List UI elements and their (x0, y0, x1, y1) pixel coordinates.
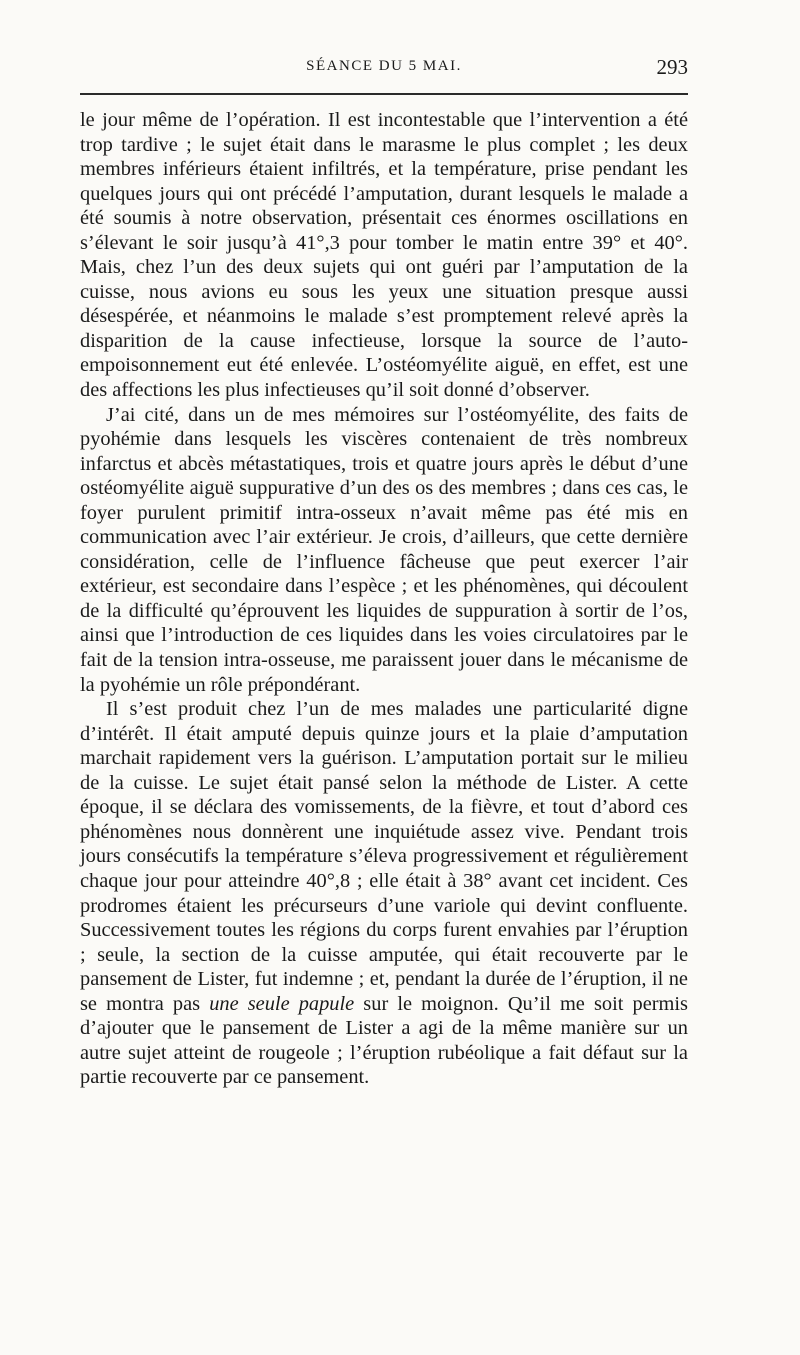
paragraph-3 (80, 697, 688, 1090)
paragraph-1: le jour même de l’opération. Il est incontestable que l’intervention a été trop tardive ; le sujet était dans le marasme le plus complet ; les deux membres inférieurs étaient infiltrés, et la température, prise pendant les quelques jours qui ont précédé l’amputation, durant lesquels le malade a été soumis à notre observation, présentait ces énormes oscillations en s’élevant le soir jusqu’à 41°,3 pour tomber le matin entre 39° et 40°. Mais, chez l’un des deux sujets qui ont guéri par l’amputation de la cuisse, nous avions eu sous les yeux une situation presque aussi désespérée, et néanmoins le malade s’est promptement relevé après la disparition de la cause infectieuse, lorsque la source de l’auto-empoisonnement eut été enlevée. L’ostéomyélite aiguë, en effet, est une des affections les plus infectieuses qu’il soit donné d’observer. (80, 109, 688, 402)
header-rule (80, 93, 688, 95)
running-head (80, 55, 688, 88)
running-title: SÉANCE DU 5 MAI. (306, 58, 462, 74)
italic-phrase: une seule papule (209, 992, 355, 1015)
paragraph-2: J’ai cité, dans un de mes mémoires sur l’ostéomyélite, des faits de pyohémie dans lesquels les viscères contenaient de très nombreux infarctus et abcès métastatiques, trois et quatre jours après le début d’une ostéomyélite aiguë suppurative d’un des os des membres ; dans ces cas, le foyer purulent primitif intra-osseux n’avait même pas été mis en communication avec l’air extérieur. Je crois, d’ailleurs, que cette dernière considération, celle de l’influence fâcheuse que peut exercer l’air extérieur, est secondaire dans l’espèce ; et les phénomènes, qui découlent de la difficulté qu’éprouvent les liquides de suppuration à sortir de l’os, ainsi que l’introduction de ces liquides dans les voies circulatoires par le fait de la tension intra-osseuse, me paraissent jouer dans le mécanisme de la pyohémie un rôle prépondérant. (80, 403, 688, 696)
paragraph-3-text-b: sur le moignon. Qu’il me soit permis d’ajouter que le pansement de Lister a agi de la même manière sur un autre sujet atteint de rougeole ; l’éruption rubéolique a fait défaut sur la partie recouverte par ce pansement. (80, 992, 688, 1089)
body-text (80, 108, 688, 1090)
page-number: 293 (656, 55, 688, 79)
paragraph-3-text-a: Il s’est produit chez l’un de mes malades une particularité digne d’intérêt. Il était amputé depuis quinze jours et la plaie d’amputation marchait rapidement vers la guérison. L’amputation portait sur le milieu de la cuisse. Le sujet était pansé selon la méthode de Lister. A cette époque, il se déclara des vomissements, de la fièvre, et tout d’abord ces phénomènes nous donnèrent une inquiétude assez vive. Pendant trois jours consécutifs la température s’éleva progressivement et régulièrement chaque jour pour atteindre 40°,8 ; elle était à 38° avant cet incident. Ces prodromes étaient les précurseurs d’une variole qui devint confluente. Successivement toutes les régions du corps furent envahies par l’éruption ; seule, la section de la cuisse amputée, qui était recouverte par le pansement de Lister, fut indemne ; et, pendant la durée de l’éruption, il ne se montra pas (80, 698, 688, 1015)
